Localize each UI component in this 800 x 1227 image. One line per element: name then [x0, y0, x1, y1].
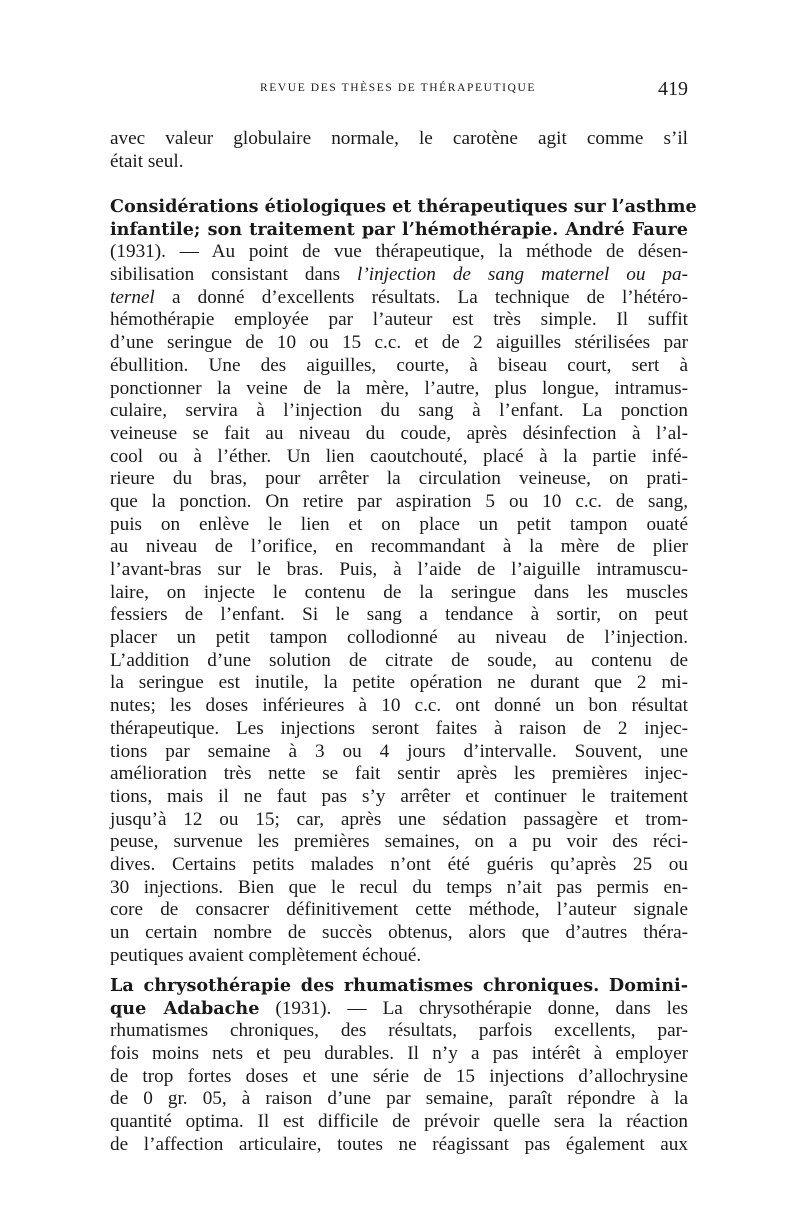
text-line: laire, on injecte le contenu de la seringue dans les muscles: [110, 581, 688, 603]
page-number: 419: [658, 78, 688, 100]
text-line: nutes; les doses inférieures à 10 c.c. ont donné un bon résultat: [110, 695, 688, 717]
text-line: culaire, servira à l’injection du sang à l’enfant. La ponction: [110, 400, 688, 422]
text-line: puis on enlève le lien et on place un petit tampon ouaté: [110, 513, 688, 535]
text-line: au niveau de l’orifice, en recommandant à la mère de plier: [110, 536, 688, 558]
text-line: dives. Certains petits malades n’ont été guéris qu’après 25 ou: [110, 853, 688, 875]
text-line: (1931). — Au point de vue thérapeutique, la méthode de désen-: [110, 241, 688, 263]
text-segment: (1931). — La chrysothérapie donne, dans les: [259, 997, 688, 1019]
text-line: hémothérapie employée par l’auteur est très simple. Il suffit: [110, 309, 688, 331]
article-title-continued: infantile; son traitement par l’hémothérapie. André Faure: [110, 218, 688, 240]
text-line: thérapeutique. Les injections seront faites à raison de 2 injec-: [110, 717, 688, 739]
text-line: veineuse se fait au niveau du coude, après désinfection à l’al-: [110, 422, 688, 444]
text-line: fessiers de l’enfant. Si le sang a tendance à sortir, on peut: [110, 604, 688, 626]
text-line: ponctionner la veine de la mère, l’autre, plus longue, intramus-: [110, 377, 688, 399]
text-line: amélioration très nette se fait sentir après les premières injec-: [110, 763, 688, 785]
author-name: que Adabache: [110, 997, 260, 1019]
article-chrysotherapy: [110, 975, 688, 1157]
text-line: peuse, survenue les premières semaines, on a pu voir des réci-: [110, 831, 688, 853]
text-line: un certain nombre de succès obtenus, alors que d’autres théra-: [110, 922, 688, 943]
text-line: [110, 287, 688, 310]
text-line: 30 injections. Bien que le recul du temps n’ait pas permis en-: [110, 876, 688, 898]
journal-title: REVUE DES THÈSES DE THÉRAPEUTIQUE: [260, 82, 536, 94]
text-line: [110, 998, 688, 1021]
text-line: était seul.: [110, 150, 184, 172]
text-line: de 0 gr. 05, à raison d’une par semaine, paraît répondre à la: [110, 1088, 688, 1110]
text-line: que la ponction. On retire par aspiration 5 ou 10 c.c. de sang,: [110, 490, 688, 512]
text-line: tions, mais il ne faut pas s’y arrêter et continuer le traitement: [110, 785, 688, 807]
text-line: placer un petit tampon collodionné au niveau de l’injection.: [110, 627, 688, 649]
article-title: Considérations étiologiques et thérapeutiques sur l’asthme: [110, 196, 697, 217]
text-line: la seringue est inutile, la petite opération ne durant que 2 mi-: [110, 672, 688, 694]
text-line: d’une seringue de 10 ou 15 c.c. et de 2 aiguilles stérilisées par: [110, 332, 688, 354]
italic-phrase: l’injection de sang maternel ou pa-: [357, 264, 688, 286]
text-line: avec valeur globulaire normale, le carotène agit comme s’il: [110, 128, 688, 149]
text-line: quantité optima. Il est difficile de prévoir quelle sera la réaction: [110, 1111, 688, 1133]
text-segment: a donné d’excellents résultats. La technique de l’hétéro-: [154, 286, 688, 308]
text-line: jusqu’à 12 ou 15; car, après une sédation passagère et trom-: [110, 808, 688, 830]
text-line: [110, 264, 688, 287]
text-line: de trop fortes doses et une série de 15 injections d’allochrysine: [110, 1065, 688, 1087]
article-title: La chrysothérapie des rhumatismes chroniques. Domini-: [110, 975, 688, 996]
text-segment: sibilisation consistant dans: [110, 264, 358, 286]
text-line: L’addition d’une solution de citrate de soude, au contenu de: [110, 649, 688, 671]
text-line: peutiques avaient complètement échoué.: [110, 944, 422, 966]
intro-paragraph: [110, 128, 688, 173]
text-line: tions par semaine à 3 ou 4 jours d’intervalle. Souvent, une: [110, 740, 688, 762]
italic-phrase: ternel: [110, 286, 155, 308]
text-line: fois moins nets et peu durables. Il n’y a pas intérêt à employer: [110, 1043, 688, 1065]
text-line: de l’affection articulaire, toutes ne réagissant pas également aux: [110, 1133, 688, 1155]
article-asthma: [110, 196, 697, 967]
text-line: core de consacrer définitivement cette méthode, l’auteur signale: [110, 899, 688, 921]
running-header: [110, 80, 688, 104]
text-line: rieure du bras, pour arrêter la circulation veineuse, on prati-: [110, 468, 688, 490]
text-line: cool ou à l’éther. Un lien caoutchouté, placé à la partie infé-: [110, 445, 688, 467]
text-line: ébullition. Une des aiguilles, courte, à biseau court, sert à: [110, 354, 688, 376]
text-line: l’avant-bras sur le bras. Puis, à l’aide de l’aiguille intramuscu-: [110, 559, 688, 580]
text-line: rhumatismes chroniques, des résultats, parfois excellents, par-: [110, 1020, 688, 1042]
